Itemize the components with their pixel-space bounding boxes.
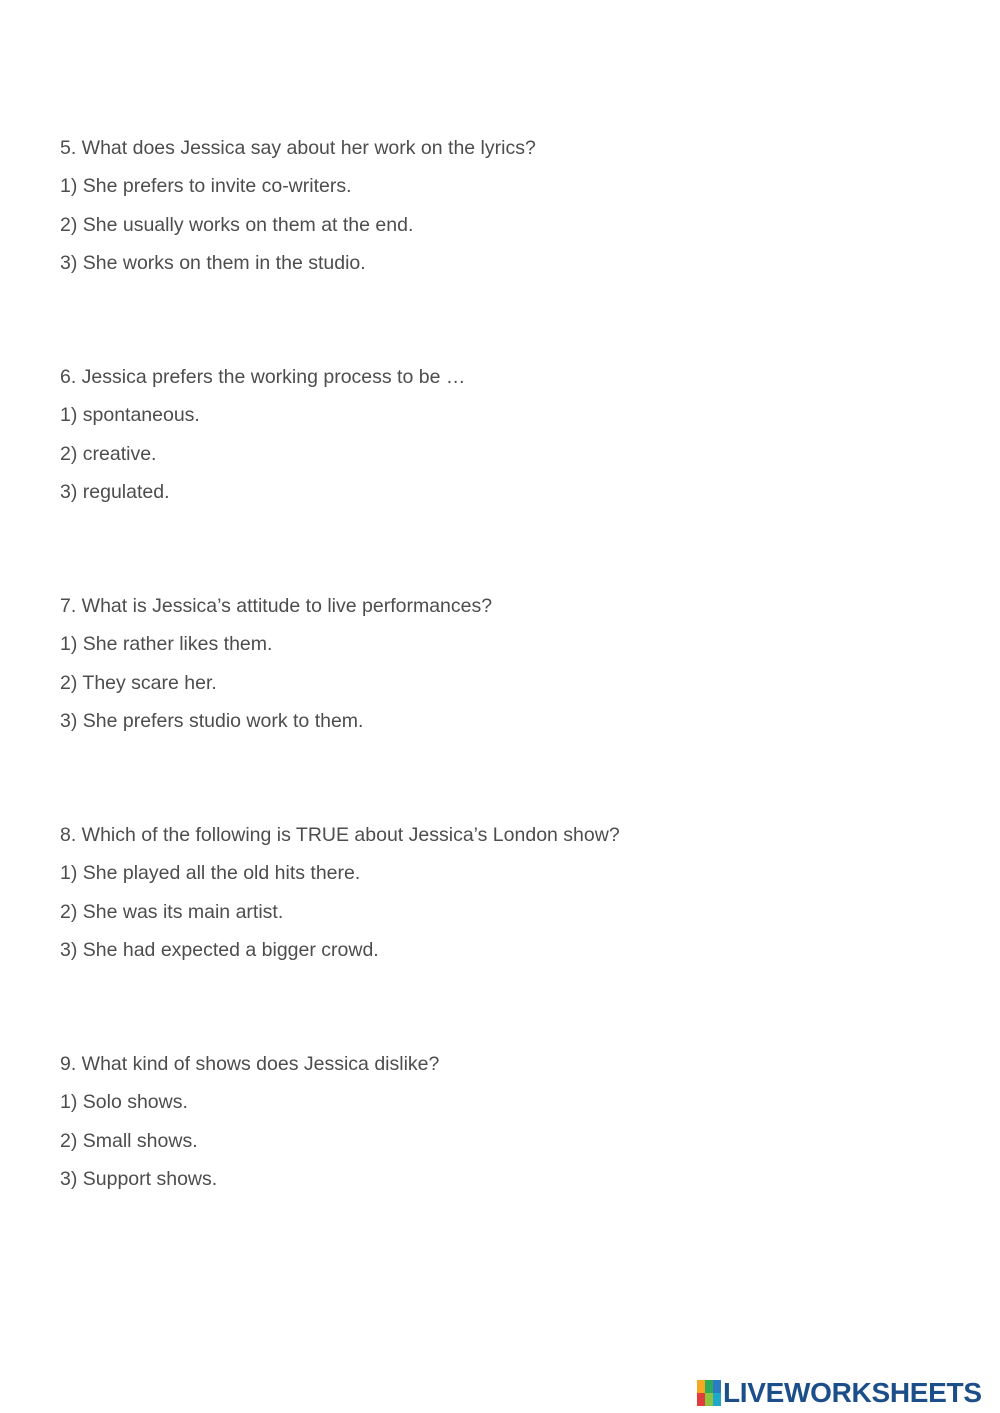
answer-option: 1) She rather likes them. — [60, 633, 273, 656]
brand-name: LIVEWORKSHEETS — [723, 1377, 982, 1408]
answer-option: 3) She works on them in the studio. — [60, 251, 366, 274]
question-prompt: 9. What kind of shows does Jessica dislike? — [60, 1053, 440, 1075]
answer-option: 1) Solo shows. — [60, 1091, 188, 1114]
answer-option: 3) She had expected a bigger crowd. — [60, 938, 379, 961]
question-6 — [60, 358, 940, 511]
question-prompt: 6. Jessica prefers the working process to be … — [60, 366, 466, 388]
question-prompt: 8. Which of the following is TRUE about Jessica’s London show? — [60, 824, 620, 846]
liveworksheets-brand — [697, 1376, 982, 1410]
question-5 — [60, 129, 940, 282]
question-prompt: 7. What is Jessica’s attitude to live performances? — [60, 595, 493, 617]
answer-option: 1) spontaneous. — [60, 404, 200, 427]
answer-option: 2) She usually works on them at the end. — [60, 213, 414, 236]
question-9 — [60, 1045, 940, 1198]
answer-option: 2) Small shows. — [60, 1129, 198, 1152]
answer-option: 2) She was its main artist. — [60, 900, 284, 923]
question-prompt: 5. What does Jessica say about her work on the lyrics? — [60, 137, 536, 159]
answer-option: 3) She prefers studio work to them. — [60, 709, 364, 732]
answer-option: 1) She played all the old hits there. — [60, 862, 361, 885]
answer-option: 1) She prefers to invite co-writers. — [60, 175, 352, 198]
question-8 — [60, 816, 940, 969]
answer-option: 2) They scare her. — [60, 671, 217, 694]
question-7 — [60, 587, 940, 740]
answer-option: 3) Support shows. — [60, 1167, 218, 1190]
liveworksheets-logo-icon — [697, 1380, 721, 1406]
answer-option: 3) regulated. — [60, 480, 170, 503]
answer-option: 2) creative. — [60, 442, 157, 465]
